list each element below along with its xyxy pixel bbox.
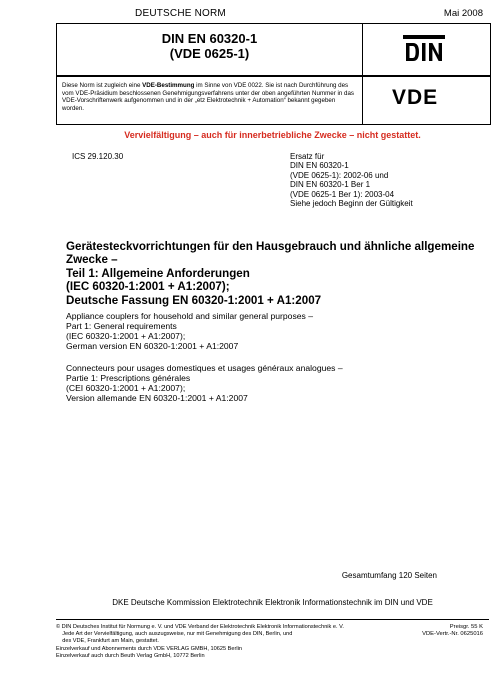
- title-english-line: (IEC 60320-1:2001 + A1:2007);: [66, 331, 186, 341]
- footer-line: Einzelverkauf und Abonnements durch VDE VERLAG GMBH, 10625 Berlin: [56, 645, 242, 652]
- title-french-line: Version allemande EN 60320-1:2001 + A1:2007: [66, 393, 248, 403]
- title-french-line: Partie 1: Prescriptions générales: [66, 373, 191, 383]
- replacement-line: (VDE 0625-1 Ber 1): 2003-04: [290, 189, 395, 199]
- notice-text-bold: VDE-Bestimmung: [142, 82, 195, 89]
- price-group: Preisgr. 55 K: [449, 624, 483, 630]
- title-german: [66, 240, 481, 307]
- title-english-line: Part 1: General requirements: [66, 321, 177, 331]
- title-french: [66, 363, 481, 403]
- header-label: DEUTSCHE NORM: [135, 8, 226, 19]
- norm-number-block: [57, 31, 362, 61]
- norm-box: [56, 23, 491, 77]
- footer-line: © DIN Deutsches Institut für Normung e. V. und VDE Verband der Elektrotechnik Elektronik Informationstechnik e. V.: [56, 624, 344, 630]
- title-english-line: Appliance couplers for household and similar general purposes –: [66, 311, 313, 321]
- norm-number: DIN EN 60320-1: [161, 31, 258, 46]
- header-date: Mai 2008: [443, 8, 483, 19]
- vde-contract-number: VDE-Vertr.-Nr. 0625016: [422, 631, 483, 638]
- title-french-line: (CEI 60320-1:2001 + A1:2007);: [66, 383, 186, 393]
- page-count: Gesamtumfang 120 Seiten: [341, 571, 437, 580]
- title-french-line: Connecteurs pour usages domestiques et usages généraux analogues –: [66, 363, 343, 373]
- ics-code: ICS 29.120.30: [72, 152, 124, 161]
- title-german-line: (IEC 60320-1:2001 + A1:2007);: [66, 280, 230, 294]
- notice-text-1: Diese Norm ist zugleich eine: [62, 82, 143, 89]
- footer-divider: [56, 619, 489, 620]
- notice-box-divider: [362, 76, 363, 124]
- footer-line: Einzelverkauf auch durch Beuth Verlag GmbH, 10772 Berlin: [56, 652, 205, 659]
- reproduction-notice: Vervielfältigung – auch für innerbetriebliche Zwecke – nicht gestattet.: [124, 130, 421, 140]
- replacement-info: [290, 152, 413, 208]
- replacement-line: DIN EN 60320-1: [290, 161, 349, 171]
- replacement-line: Siehe jedoch Beginn der Gültigkeit: [290, 199, 413, 209]
- footer-line: des VDE, Frankfurt am Main, gestattet.: [56, 638, 159, 645]
- title-german-line: Gerätesteckvorrichtungen für den Hausgebrauch und ähnliche allgemeine: [66, 240, 475, 253]
- notice-text-2: im Sinne von VDE 0022. Sie ist nach Durchführung des vom VDE-Präsidium beschlossenen Genehmigungsverfahrens unter der oben angeführten Nummer in das VDE-Vorschriftenwerk aufgenommen und in der „etz Elektrotechnik + Automation“ bekannt gegeben worden.: [62, 82, 354, 112]
- dke-line: DKE Deutsche Kommission Elektrotechnik Elektronik Informationstechnik im DIN und VDE: [112, 598, 433, 607]
- replacement-line: DIN EN 60320-1 Ber 1: [290, 180, 371, 190]
- din-logo: [403, 35, 445, 65]
- replacement-line: (VDE 0625-1): 2002-06 und: [290, 170, 389, 180]
- title-english-line: German version EN 60320-1:2001 + A1:2007: [66, 341, 239, 351]
- title-german-line: Deutsche Fassung EN 60320-1:2001 + A1:2007: [66, 293, 322, 307]
- title-english: [66, 311, 481, 351]
- title-german-line: Zwecke –: [66, 253, 118, 267]
- vde-notice: [62, 82, 358, 112]
- replacement-line: Ersatz für: [290, 152, 325, 161]
- notice-box: [56, 75, 491, 125]
- footer-line: Jede Art der Vervielfältigung, auch auszugsweise, nur mit Genehmigung des DIN, Berlin, und: [56, 631, 293, 638]
- vde-logo: VDE: [392, 86, 439, 109]
- footer-price: [422, 624, 483, 638]
- norm-vde-number: (VDE 0625-1): [169, 46, 250, 61]
- norm-box-divider: [362, 24, 363, 76]
- title-german-line: Teil 1: Allgemeine Anforderungen: [66, 266, 250, 280]
- footer-copyright: [56, 624, 386, 660]
